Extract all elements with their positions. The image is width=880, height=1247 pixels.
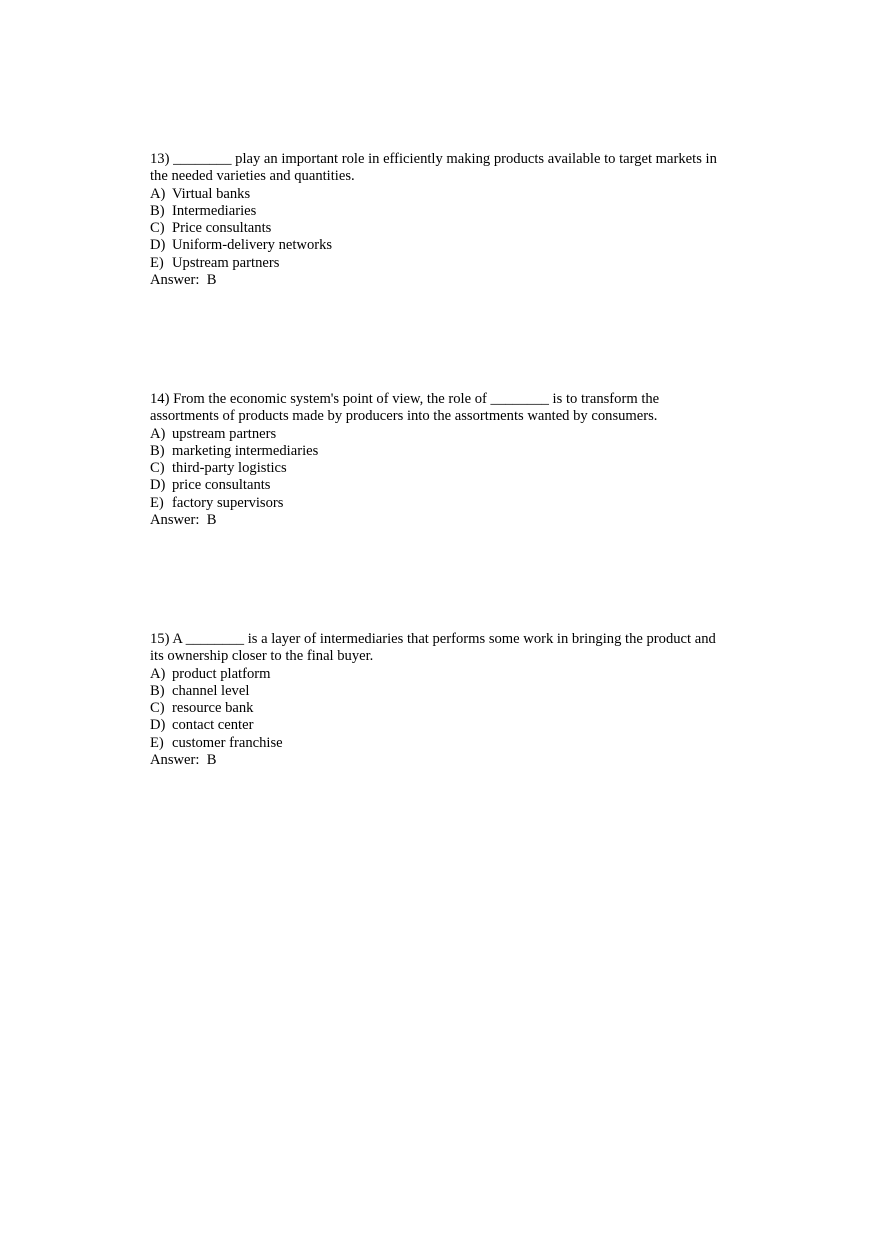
option-c xyxy=(150,220,730,237)
option-letter: A) xyxy=(150,665,166,682)
answer-line xyxy=(150,272,730,289)
question-number: 15) xyxy=(150,631,170,647)
option-text: product platform xyxy=(172,665,271,682)
option-text: contact center xyxy=(172,717,254,734)
option-d xyxy=(150,237,730,254)
option-c xyxy=(150,700,730,717)
option-text: upstream partners xyxy=(172,425,277,442)
question-14 xyxy=(150,391,730,529)
option-a xyxy=(150,186,730,203)
question-stem xyxy=(150,631,730,666)
option-letter: B) xyxy=(150,442,165,459)
option-letter: E) xyxy=(150,494,164,511)
answer-label: Answer: xyxy=(150,272,200,289)
question-text: ________ play an important role in efficiently making products available to target markets in the needed varieties and quantities. xyxy=(150,151,717,185)
options-list xyxy=(150,186,730,272)
option-letter: E) xyxy=(150,734,164,751)
question-number: 13) xyxy=(150,151,170,167)
option-letter: A) xyxy=(150,185,166,202)
option-letter: D) xyxy=(150,237,166,254)
option-text: Uniform-delivery networks xyxy=(172,237,333,254)
option-text: resource bank xyxy=(172,700,254,717)
option-letter: A) xyxy=(150,425,166,442)
option-b xyxy=(150,203,730,220)
option-text: channel level xyxy=(172,682,250,699)
option-d xyxy=(150,477,730,494)
option-letter: C) xyxy=(150,220,165,237)
question-stem xyxy=(150,391,730,426)
answer-value: B xyxy=(206,752,217,769)
option-text: Price consultants xyxy=(172,220,272,237)
answer-line xyxy=(150,512,730,529)
option-a xyxy=(150,666,730,683)
option-letter: D) xyxy=(150,477,166,494)
option-letter: C) xyxy=(150,700,165,717)
answer-label: Answer: xyxy=(150,512,200,529)
option-text: Virtual banks xyxy=(172,185,251,202)
answer-value: B xyxy=(206,272,217,289)
answer-label: Answer: xyxy=(150,752,200,769)
option-e xyxy=(150,735,730,752)
option-text: third-party logistics xyxy=(172,460,287,477)
answer-value: B xyxy=(206,512,217,529)
option-letter: D) xyxy=(150,717,166,734)
option-text: marketing intermediaries xyxy=(172,442,319,459)
option-letter: B) xyxy=(150,202,165,219)
option-d xyxy=(150,717,730,734)
options-list xyxy=(150,666,730,752)
option-text: Intermediaries xyxy=(172,202,257,219)
option-e xyxy=(150,495,730,512)
option-letter: E) xyxy=(150,254,164,271)
option-letter: C) xyxy=(150,460,165,477)
option-e xyxy=(150,255,730,272)
question-15 xyxy=(150,631,730,769)
option-text: Upstream partners xyxy=(172,254,280,271)
option-text: price consultants xyxy=(172,477,271,494)
option-text: customer franchise xyxy=(172,734,283,751)
option-a xyxy=(150,426,730,443)
option-b xyxy=(150,443,730,460)
question-stem xyxy=(150,151,730,186)
question-13 xyxy=(150,151,730,289)
options-list xyxy=(150,426,730,512)
question-text: From the economic system's point of view, the role of ________ is to transform the assortments of products made by producers into the assortments wanted by consumers. xyxy=(150,391,660,425)
option-text: factory supervisors xyxy=(172,494,284,511)
answer-line xyxy=(150,752,730,769)
question-text: A ________ is a layer of intermediaries that performs some work in bringing the product and its ownership closer to the final buyer. xyxy=(150,631,716,665)
option-c xyxy=(150,460,730,477)
option-letter: B) xyxy=(150,682,165,699)
option-b xyxy=(150,683,730,700)
question-number: 14) xyxy=(150,391,170,407)
